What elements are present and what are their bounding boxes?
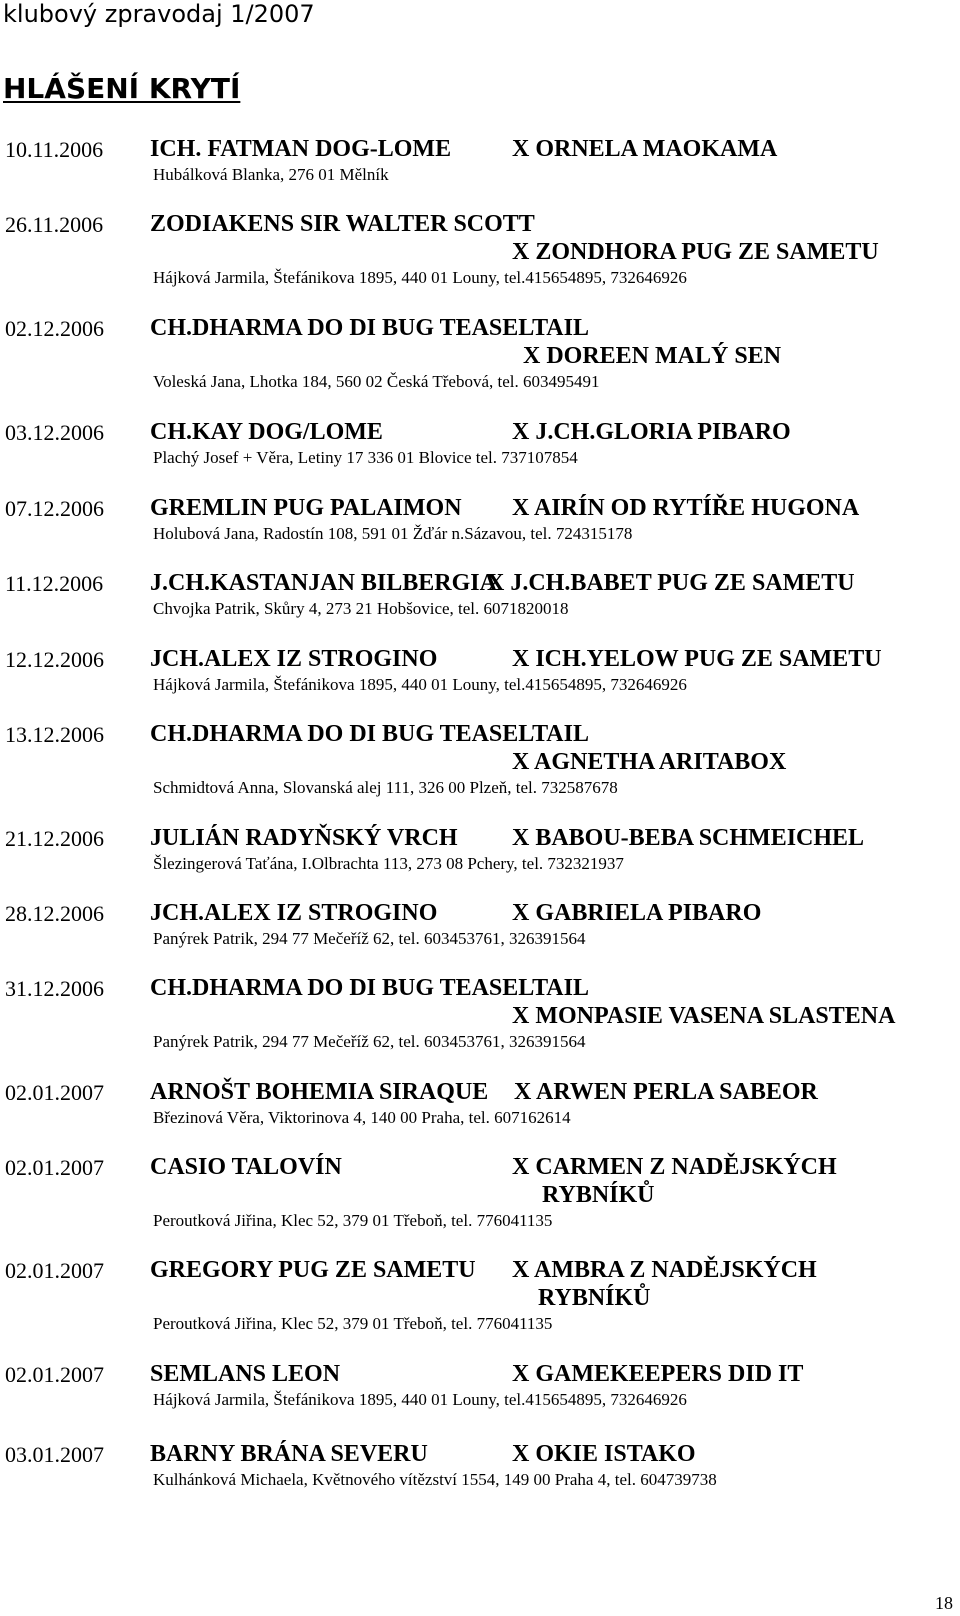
dam-name: X OKIE ISTAKO [512,1441,696,1467]
entry-date: 21.12.2006 [5,826,104,851]
sire-name: JCH.ALEX IZ STROGINO [150,646,438,672]
entry-date: 10.11.2006 [5,137,104,162]
dam-name: X J.CH.BABET PUG ZE SAMETU [487,570,855,596]
owner-address: Holubová Jana, Radostín 108, 591 01 Žďár n.Sázavou, tel. 724315178 [153,524,633,543]
sire-name: ZODIAKENS SIR WALTER SCOTT [150,211,535,237]
entry-date: 11.12.2006 [5,571,104,596]
dam-name: X DOREEN MALÝ SEN [523,343,782,369]
page-title: HLÁŠENÍ KRYTÍ [3,72,241,105]
entry-date: 07.12.2006 [5,496,104,521]
entry-date: 12.12.2006 [5,647,104,672]
sire-name: GREGORY PUG ZE SAMETU [150,1257,476,1283]
entry-date: 28.12.2006 [5,901,104,926]
dam-name: X ARWEN PERLA SABEOR [514,1079,818,1105]
owner-address: Chvojka Patrik, Skůry 4, 273 21 Hobšovice, tel. 6071820018 [153,599,569,618]
sire-name: JCH.ALEX IZ STROGINO [150,900,438,926]
dam-name-continued: RYBNÍKŮ [538,1285,651,1311]
sire-name: CH.KAY DOG/LOME [150,419,383,445]
owner-address: Panýrek Patrik, 294 77 Mečeříž 62, tel. 603453761, 326391564 [153,1032,586,1051]
owner-address: Šlezingerová Taťána, I.Olbrachta 113, 273 08 Pchery, tel. 732321937 [153,854,624,873]
sire-name: CH.DHARMA DO DI BUG TEASELTAIL [150,315,589,341]
sire-name: ICH. FATMAN DOG-LOME [150,136,452,162]
sire-name: CH.DHARMA DO DI BUG TEASELTAIL [150,975,589,1001]
dam-name: X GAMEKEEPERS DID IT [512,1361,804,1387]
sire-name: BARNY BRÁNA SEVERU [150,1441,428,1467]
page-number: 18 [935,1593,953,1613]
dam-name: X ICH.YELOW PUG ZE SAMETU [512,646,882,672]
dam-name: X BABOU-BEBA SCHMEICHEL [512,825,865,851]
owner-address: Hájková Jarmila, Štefánikova 1895, 440 01 Louny, tel.415654895, 732646926 [153,1390,687,1409]
newsletter-header: klubový zpravodaj 1/2007 [3,0,315,28]
entry-date: 26.11.2006 [5,212,104,237]
owner-address: Březinová Věra, Viktorinova 4, 140 00 Praha, tel. 607162614 [153,1108,571,1127]
entry-date: 03.12.2006 [5,420,104,445]
owner-address: Hubálková Blanka, 276 01 Mělník [153,165,389,184]
dam-name: X ZONDHORA PUG ZE SAMETU [512,239,879,265]
sire-name: ARNOŠT BOHEMIA SIRAQUE [150,1079,489,1105]
entry-date: 02.01.2007 [5,1155,104,1180]
entry-date: 02.01.2007 [5,1258,104,1283]
sire-name: JULIÁN RADYŇSKÝ VRCH [150,825,458,851]
sire-name: SEMLANS LEON [150,1361,341,1387]
owner-address: Peroutková Jiřina, Klec 52, 379 01 Třeboň, tel. 776041135 [153,1211,553,1230]
owner-address: Plachý Josef + Věra, Letiny 17 336 01 Blovice tel. 737107854 [153,448,578,467]
owner-address: Hájková Jarmila, Štefánikova 1895, 440 01 Louny, tel.415654895, 732646926 [153,268,687,287]
owner-address: Peroutková Jiřina, Klec 52, 379 01 Třeboň, tel. 776041135 [153,1314,553,1333]
entry-date: 02.01.2007 [5,1362,104,1387]
sire-name: GREMLIN PUG PALAIMON [150,495,462,521]
entry-date: 02.12.2006 [5,316,104,341]
entry-date: 13.12.2006 [5,722,104,747]
dam-name: X MONPASIE VASENA SLASTENA [512,1003,896,1029]
dam-name: X ORNELA MAOKAMA [512,136,778,162]
entry-date: 03.01.2007 [5,1442,104,1467]
owner-address: Schmidtová Anna, Slovanská alej 111, 326 00 Plzeň, tel. 732587678 [153,778,618,797]
owner-address: Voleská Jana, Lhotka 184, 560 02 Česká Třebová, tel. 603495491 [153,372,600,391]
owner-address: Hájková Jarmila, Štefánikova 1895, 440 01 Louny, tel.415654895, 732646926 [153,675,687,694]
owner-address: Panýrek Patrik, 294 77 Mečeříž 62, tel. 603453761, 326391564 [153,929,586,948]
dam-name: X AIRÍN OD RYTÍŘE HUGONA [512,495,860,521]
owner-address: Kulhánková Michaela, Květnového vítězství 1554, 149 00 Praha 4, tel. 604739738 [153,1470,717,1489]
sire-name: CASIO TALOVÍN [150,1154,342,1180]
dam-name: X J.CH.GLORIA PIBARO [512,419,791,445]
dam-name: X GABRIELA PIBARO [512,900,762,926]
entry-date: 02.01.2007 [5,1080,104,1105]
dam-name: X CARMEN Z NADĚJSKÝCH [512,1154,837,1180]
sire-name: J.CH.KASTANJAN BILBERGIA [150,570,497,596]
entry-date: 31.12.2006 [5,976,104,1001]
dam-name: X AMBRA Z NADĚJSKÝCH [512,1257,817,1283]
dam-name: X AGNETHA ARITABOX [512,749,787,775]
sire-name: CH.DHARMA DO DI BUG TEASELTAIL [150,721,589,747]
dam-name-continued: RYBNÍKŮ [542,1182,655,1208]
